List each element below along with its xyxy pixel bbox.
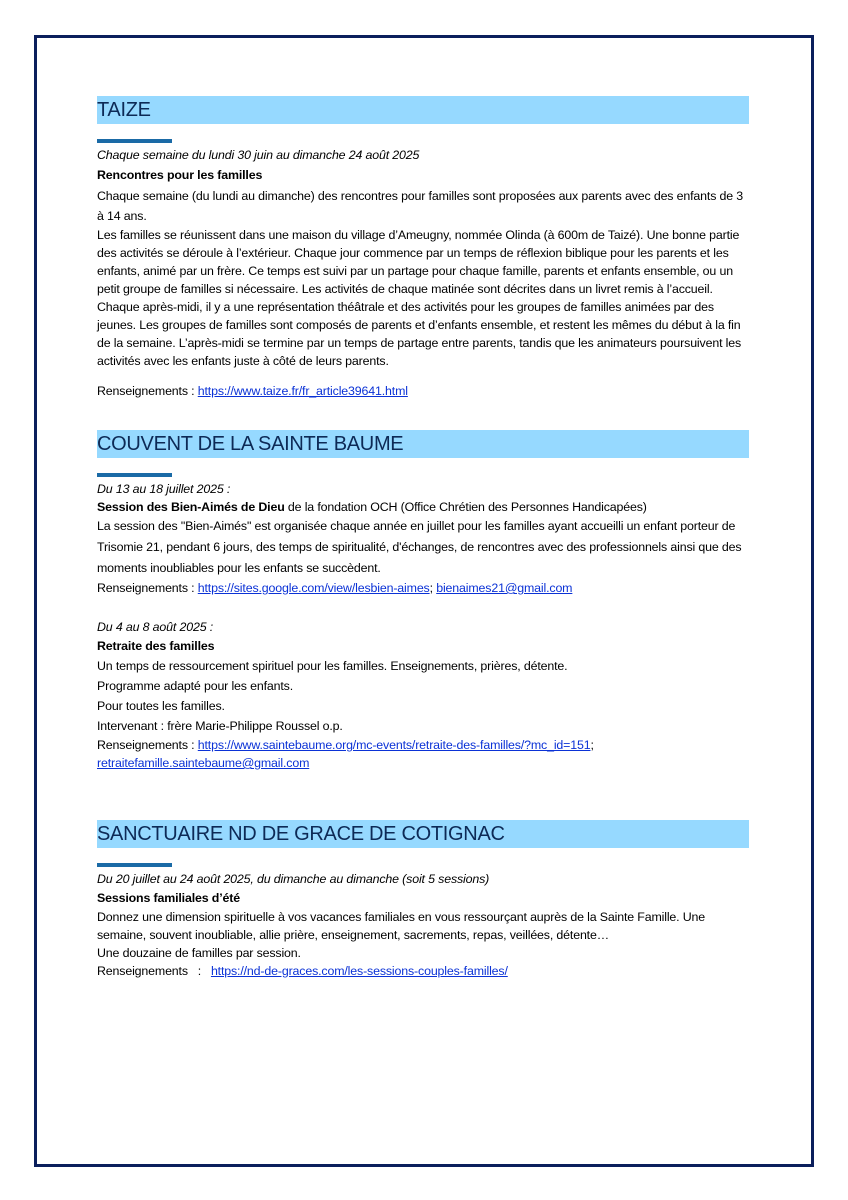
event-date: Du 20 juillet au 24 août 2025, du dimanche au dimanche (soit 5 sessions): [97, 872, 490, 886]
info-line: [97, 579, 749, 597]
info-line: [97, 736, 749, 772]
info-separator: ;: [590, 738, 594, 752]
info-link[interactable]: https://sites.google.com/view/lesbien-aimes: [197, 581, 430, 595]
section-heading: COUVENT DE LA SAINTE BAUME: [97, 430, 749, 458]
info-link[interactable]: https://nd-de-graces.com/les-sessions-couples-familles/: [210, 964, 508, 978]
info-label: Renseignements :: [97, 384, 198, 398]
event-date: Chaque semaine du lundi 30 juin au dimanche 24 août 2025: [97, 148, 420, 162]
section-sainte-baume: [97, 430, 749, 772]
event-line: Pour toutes les familles.: [97, 699, 225, 713]
heading-rule: [97, 139, 172, 143]
info-separator: ;: [429, 581, 437, 595]
event-line: Un temps de ressourcement spirituel pour les familles. Enseignements, prières, détente.: [97, 659, 568, 673]
event-title: Rencontres pour les familles: [97, 168, 263, 182]
event-description: Une douzaine de familles par session.: [97, 946, 301, 960]
info-link[interactable]: https://www.taize.fr/fr_article39641.html: [197, 384, 408, 398]
event-title: Sessions familiales d’été: [97, 891, 240, 905]
event-line: Intervenant : frère Marie-Philippe Roussel o.p.: [97, 719, 343, 733]
info-line: [97, 962, 749, 980]
info-label: Renseignements :: [97, 581, 198, 595]
info-email[interactable]: retraitefamille.saintebaume@gmail.com: [97, 756, 310, 770]
event-date: Du 13 au 18 juillet 2025 :: [97, 482, 231, 496]
event-line: Programme adapté pour les enfants.: [97, 679, 294, 693]
event-description: Chaque après-midi, il y a une représentation théâtrale et des activités pour les groupes de familles animées par des jeunes. Les groupes de familles sont composés de parents et d’enfants ensemble, et restent les mêmes du début à la fin de la semaine. L’après-midi se termine par un temps de partage entre parents, tandis que les animateurs poursuivent les activités avec les enfants juste à côté de leurs parents.: [97, 300, 742, 368]
event-date: Du 4 au 8 août 2025 :: [97, 620, 214, 634]
event-description: Les familles se réunissent dans une maison du village d’Ameugny, nommée Olinda (à 600m de Taizé). Une bonne partie des activités se déroule à l’extérieur. Chaque jour commence par un temps de réflexion biblique pour les parents et les enfants, animé par un frère. Ce temps est suivi par un partage pour chaque famille, parents et enfants ensemble, ou un petit groupe de familles si nécessaire. Les activités de chaque matinée sont décrites dans un livret remis à l’accueil.: [97, 228, 740, 296]
info-link[interactable]: https://www.saintebaume.org/mc-events/retraite-des-familles/?mc_id=151: [197, 738, 591, 752]
event-title: [97, 498, 749, 516]
info-label: Renseignements :: [97, 964, 211, 978]
heading-rule: [97, 863, 172, 867]
section-taize: [97, 96, 749, 400]
event-description: Donnez une dimension spirituelle à vos vacances familiales en vous ressourçant auprès de la Sainte Famille. Une semaine, souvent inoubliable, allie prière, enseignement, sacrements, repas, veillées, détente…: [97, 910, 706, 942]
heading-rule: [97, 473, 172, 477]
info-label: Renseignements :: [97, 738, 198, 752]
event-description: Chaque semaine (du lundi au dimanche) des rencontres pour familles sont proposées aux parents avec des enfants de 3 à 14 ans.: [97, 189, 744, 223]
event-title-rest: de la fondation OCH (Office Chrétien des Personnes Handicapées): [284, 500, 647, 514]
event-title: Retraite des familles: [97, 639, 215, 653]
section-heading: TAIZE: [97, 96, 749, 124]
section-cotignac: [97, 820, 749, 980]
event-description: La session des "Bien-Aimés" est organisée chaque année en juillet pour les familles ayant accueilli un enfant porteur de Trisomie 21, pendant 6 jours, des temps de spiritualité, d'échanges, de rencontres avec des professionnels ainsi que des moments inoubliables pour les enfants se succèdent.: [97, 519, 742, 575]
event-title-bold: Session des Bien-Aimés de Dieu: [97, 500, 285, 514]
section-heading: SANCTUAIRE ND DE GRACE DE COTIGNAC: [97, 820, 749, 848]
info-line: [97, 382, 749, 400]
info-email[interactable]: bienaimes21@gmail.com: [436, 581, 573, 595]
